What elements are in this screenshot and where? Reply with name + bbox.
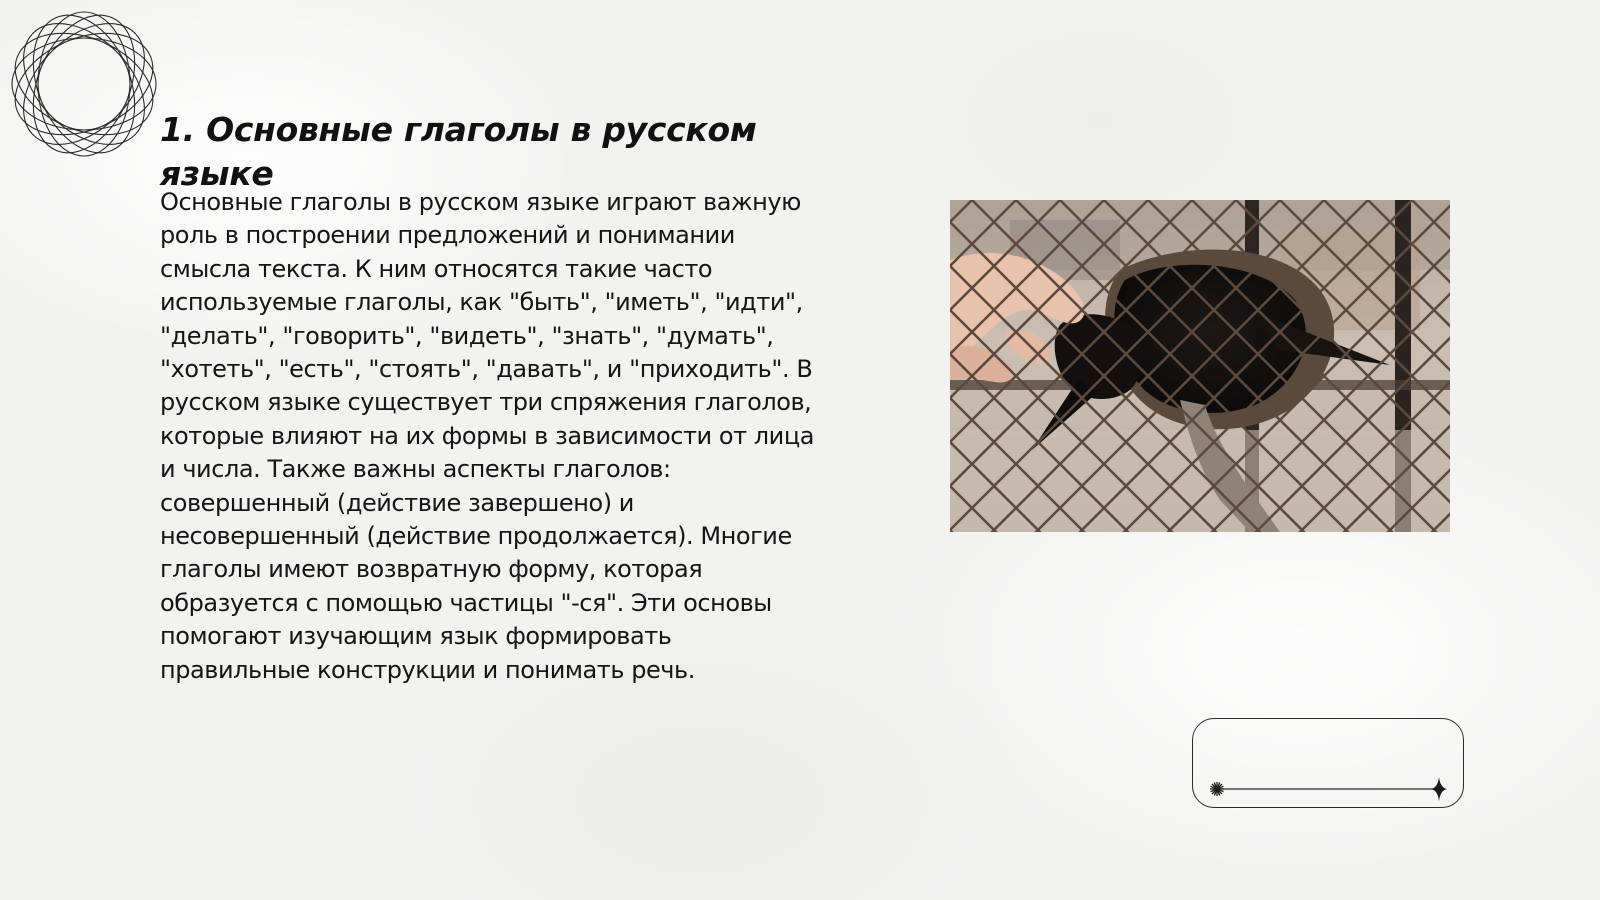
crow-fence-image <box>950 200 1450 532</box>
timeline-line <box>1193 719 1465 809</box>
slide-title: 1. Основные глаголы в русском языке <box>160 110 757 193</box>
crow-photo <box>950 200 1450 532</box>
interlocking-circles-icon <box>8 8 160 160</box>
slide-body-text: Основные глаголы в русском языке играют важную роль в построении предложений и понимании смысла текста. К ним относятся такие часто используемые глаголы, как "быть", "иметь", "идти", "делать", "говорить", "видеть", "знать", "думать", "хотеть", "есть", "стоять", "давать", и "приходить". В русском языке существует три спряжения глаголов, которые влияют на их формы в зависимости от лица и числа. Также важны аспекты глаголов: совершенный (действие завершено) и несовершенный (действие продолжается). Многие глаголы имеют возвратную форму, которая образуется с помощью частицы "-ся". Эти основы помогают изучающим язык формировать правильные конструкции и понимать речь. <box>160 188 814 684</box>
starburst-icon <box>1210 782 1224 796</box>
timeline-box <box>1192 718 1464 808</box>
sparkle-star-icon <box>1431 777 1447 801</box>
